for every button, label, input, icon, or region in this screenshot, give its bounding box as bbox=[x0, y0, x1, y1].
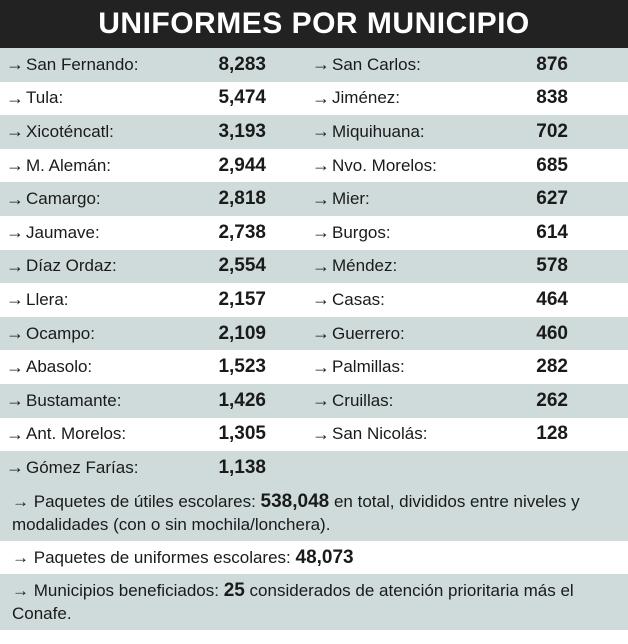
municipio-value: 282 bbox=[536, 356, 568, 378]
table-row bbox=[0, 451, 628, 485]
municipio-value: 1,523 bbox=[218, 356, 266, 378]
municipio-entry bbox=[300, 250, 568, 284]
municipio-entry bbox=[0, 317, 266, 351]
note-uniformes bbox=[0, 541, 628, 574]
municipio-entry bbox=[300, 48, 568, 82]
municipio-name: Jaumave: bbox=[26, 222, 100, 242]
municipio-name: San Nicolás: bbox=[332, 424, 428, 444]
municipio-value: 128 bbox=[536, 423, 568, 445]
municipio-name: San Fernando: bbox=[26, 54, 139, 74]
arrow-icon: → bbox=[6, 188, 24, 209]
municipio-value: 702 bbox=[536, 120, 568, 142]
arrow-icon: → bbox=[6, 356, 24, 377]
arrow-icon: → bbox=[312, 390, 330, 411]
table-row bbox=[0, 216, 628, 250]
municipio-name: Miquihuana: bbox=[332, 121, 425, 141]
note-utiles bbox=[0, 485, 628, 541]
municipio-value: 460 bbox=[536, 322, 568, 344]
municipio-entry bbox=[300, 451, 568, 485]
municipio-entry bbox=[0, 182, 266, 216]
municipio-entry bbox=[300, 283, 568, 317]
note-uniformes-value: 48,073 bbox=[295, 546, 354, 568]
municipio-name: Bustamante: bbox=[26, 390, 122, 410]
municipio-entry bbox=[0, 250, 266, 284]
arrow-icon: → bbox=[312, 423, 330, 444]
municipio-entry bbox=[300, 82, 568, 116]
arrow-icon: → bbox=[12, 491, 29, 511]
note-municipios-value: 25 bbox=[223, 579, 245, 601]
municipio-name: Ocampo: bbox=[26, 323, 95, 343]
note-municipios-text: considerados de atención prioritaria más el Conafe. bbox=[12, 580, 574, 623]
municipio-entry bbox=[0, 115, 266, 149]
arrow-icon: → bbox=[6, 289, 24, 310]
note-municipios-label: Municipios beneficiados: bbox=[33, 580, 224, 600]
table-row bbox=[0, 250, 628, 284]
municipio-value: 3,193 bbox=[218, 120, 266, 142]
municipio-value: 1,138 bbox=[218, 456, 266, 478]
municipio-value: 838 bbox=[536, 87, 568, 109]
municipio-table bbox=[0, 48, 628, 485]
note-utiles-text: en total, divididos entre niveles y modalidades (con o sin mochila/lonchera). bbox=[12, 491, 580, 534]
arrow-icon: → bbox=[312, 188, 330, 209]
municipio-entry bbox=[300, 216, 568, 250]
municipio-entry bbox=[0, 350, 266, 384]
table-row bbox=[0, 384, 628, 418]
arrow-icon: → bbox=[6, 390, 24, 411]
municipio-name: Guerrero: bbox=[332, 323, 405, 343]
municipio-value: 1,426 bbox=[218, 389, 266, 411]
arrow-icon: → bbox=[12, 580, 29, 600]
arrow-icon: → bbox=[6, 87, 24, 108]
municipio-value: 578 bbox=[536, 255, 568, 277]
municipio-entry bbox=[0, 451, 266, 485]
municipio-value: 262 bbox=[536, 389, 568, 411]
municipio-value: 1,305 bbox=[218, 423, 266, 445]
municipio-entry bbox=[300, 115, 568, 149]
arrow-icon: → bbox=[12, 547, 29, 567]
municipio-entry bbox=[300, 149, 568, 183]
municipio-name: Mier: bbox=[332, 189, 370, 209]
table-row bbox=[0, 350, 628, 384]
municipio-name: Casas: bbox=[332, 289, 385, 309]
municipio-name: M. Alemán: bbox=[26, 155, 112, 175]
header bbox=[0, 0, 628, 48]
municipio-name: Cruillas: bbox=[332, 390, 394, 410]
arrow-icon: → bbox=[6, 121, 24, 142]
table-row bbox=[0, 182, 628, 216]
note-utiles-value: 538,048 bbox=[260, 490, 330, 512]
municipio-entry bbox=[0, 216, 266, 250]
arrow-icon: → bbox=[312, 155, 330, 176]
municipio-name: Méndez: bbox=[332, 256, 398, 276]
table-row bbox=[0, 283, 628, 317]
municipio-entry bbox=[0, 149, 266, 183]
municipio-name: Gómez Farías: bbox=[26, 457, 139, 477]
municipio-name: Xicoténcatl: bbox=[26, 121, 114, 141]
arrow-icon: → bbox=[6, 323, 24, 344]
note-uniformes-label: Paquetes de uniformes escolares: bbox=[33, 547, 296, 567]
municipio-entry bbox=[300, 182, 568, 216]
municipio-name: San Carlos: bbox=[332, 54, 421, 74]
municipio-value: 2,554 bbox=[218, 255, 266, 277]
municipio-value: 2,944 bbox=[218, 154, 266, 176]
municipio-value: 5,474 bbox=[218, 87, 266, 109]
municipio-name: Díaz Ordaz: bbox=[26, 256, 117, 276]
municipio-value: 8,283 bbox=[218, 53, 266, 75]
municipio-entry bbox=[0, 82, 266, 116]
table-row bbox=[0, 317, 628, 351]
municipio-entry bbox=[0, 418, 266, 452]
arrow-icon: → bbox=[312, 121, 330, 142]
municipio-value: 2,818 bbox=[218, 188, 266, 210]
arrow-icon: → bbox=[6, 423, 24, 444]
arrow-icon: → bbox=[312, 87, 330, 108]
municipio-name: Nvo. Morelos: bbox=[332, 155, 437, 175]
municipio-value: 2,109 bbox=[218, 322, 266, 344]
municipio-entry bbox=[300, 350, 568, 384]
municipio-value: 614 bbox=[536, 221, 568, 243]
note-utiles-label: Paquetes de útiles escolares: bbox=[33, 491, 261, 511]
table-row bbox=[0, 48, 628, 82]
municipio-name: Burgos: bbox=[332, 222, 391, 242]
municipio-value: 627 bbox=[536, 188, 568, 210]
municipio-name: Abasolo: bbox=[26, 357, 93, 377]
municipio-name: Jiménez: bbox=[332, 88, 401, 108]
arrow-icon: → bbox=[312, 54, 330, 75]
page-title: UNIFORMES POR MUNICIPIO bbox=[98, 7, 530, 40]
arrow-icon: → bbox=[6, 255, 24, 276]
table-row bbox=[0, 82, 628, 116]
municipio-entry bbox=[0, 283, 266, 317]
municipio-name: Palmillas: bbox=[332, 357, 405, 377]
arrow-icon: → bbox=[312, 255, 330, 276]
arrow-icon: → bbox=[6, 457, 24, 478]
arrow-icon: → bbox=[312, 323, 330, 344]
arrow-icon: → bbox=[6, 222, 24, 243]
municipio-entry bbox=[0, 384, 266, 418]
arrow-icon: → bbox=[6, 155, 24, 176]
municipio-entry bbox=[0, 48, 266, 82]
municipio-entry bbox=[300, 384, 568, 418]
municipio-name: Camargo: bbox=[26, 189, 101, 209]
table-row bbox=[0, 115, 628, 149]
municipio-name: Tula: bbox=[26, 88, 64, 108]
table-row bbox=[0, 418, 628, 452]
municipio-entry bbox=[300, 317, 568, 351]
arrow-icon: → bbox=[6, 54, 24, 75]
municipio-entry bbox=[300, 418, 568, 452]
table-row bbox=[0, 149, 628, 183]
note-municipios bbox=[0, 574, 628, 630]
municipio-name: Ant. Morelos: bbox=[26, 424, 127, 444]
municipio-value: 685 bbox=[536, 154, 568, 176]
municipio-value: 876 bbox=[536, 53, 568, 75]
arrow-icon: → bbox=[312, 222, 330, 243]
municipio-value: 2,738 bbox=[218, 221, 266, 243]
municipio-name: Llera: bbox=[26, 289, 69, 309]
municipio-value: 2,157 bbox=[218, 288, 266, 310]
municipio-value: 464 bbox=[536, 288, 568, 310]
arrow-icon: → bbox=[312, 289, 330, 310]
arrow-icon: → bbox=[312, 356, 330, 377]
